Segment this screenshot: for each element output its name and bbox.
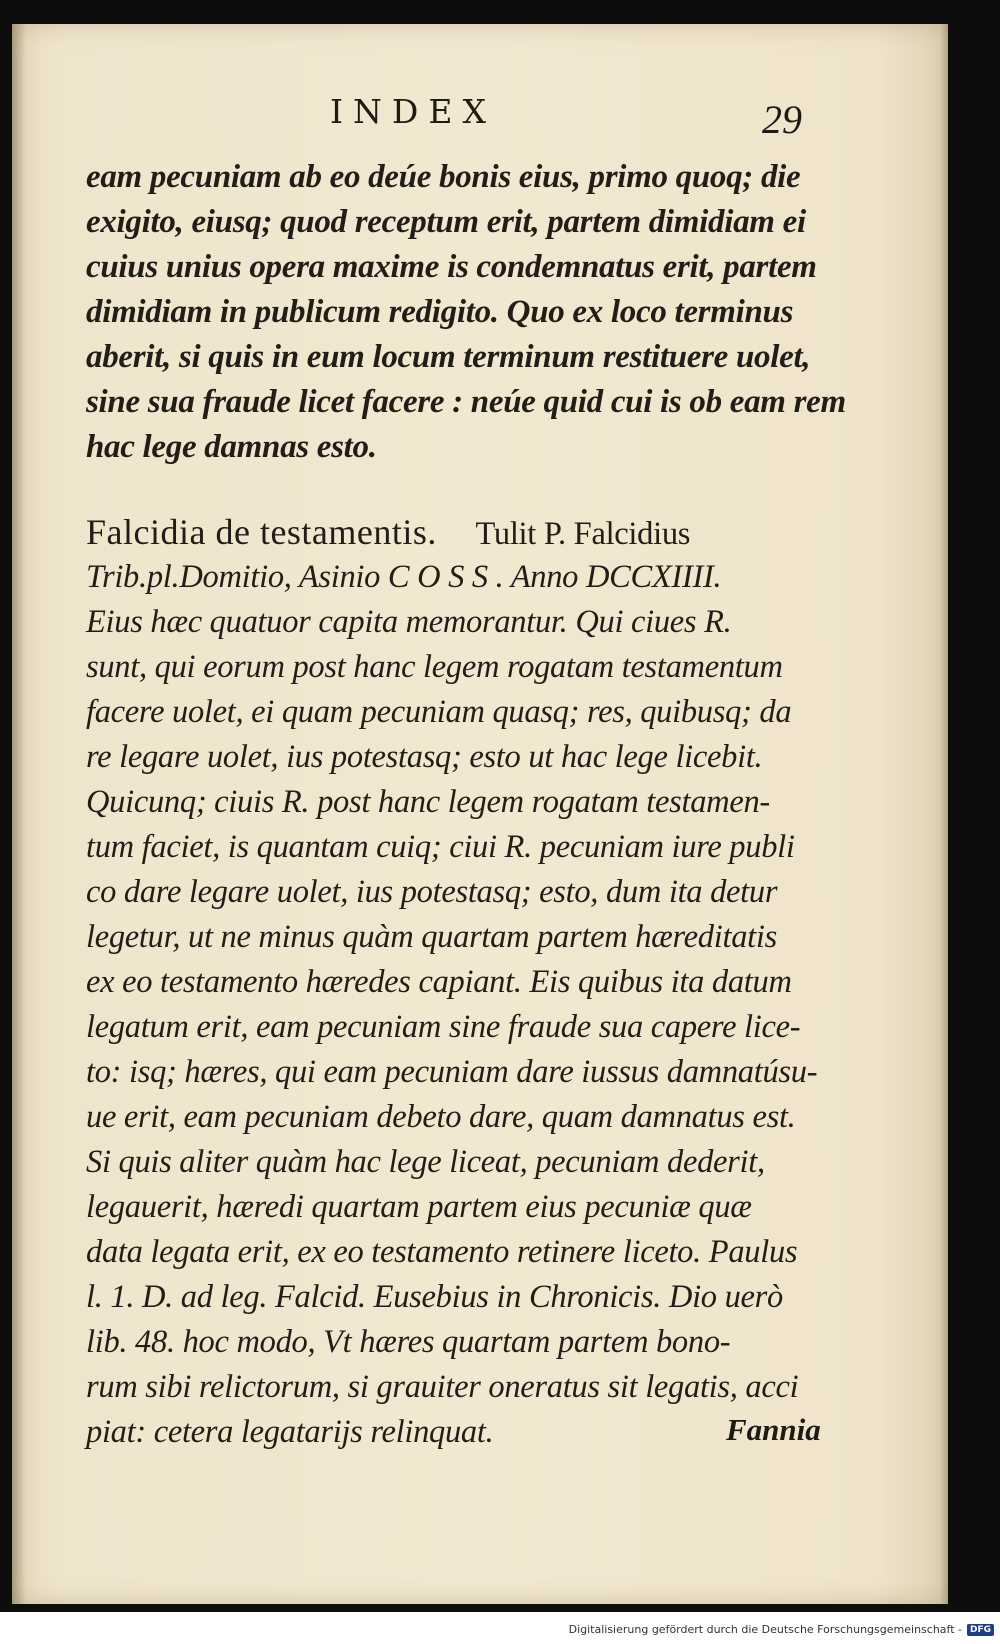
text-line: Trib.pl.Domitio, Asinio C O S S . Anno DCCXIIII.	[86, 559, 722, 595]
passage-continuation	[86, 155, 846, 470]
text-line: Eius hæc quatuor capita memorantur. Qui ciues R.	[86, 604, 732, 640]
text-line: ue erit, eam pecuniam debeto dare, quam damnatus est.	[86, 1099, 796, 1135]
text-line: l. 1. D. ad leg. Falcid. Eusebius in Chronicis. Dio uerò	[86, 1279, 783, 1315]
text-line: Si quis aliter quàm hac lege liceat, pecuniam dederit,	[86, 1144, 765, 1180]
text-line: ex eo testamento hæredes capiant. Eis quibus ita datum	[86, 964, 792, 1000]
text-line: re legare uolet, ius potestasq; esto ut hac lege licebit.	[86, 739, 763, 775]
credit-text: Digitalisierung gefördert durch die Deutsche Forschungsgemeinschaft -	[568, 1623, 962, 1636]
text-line: lib. 48. hoc modo, Vt hæres quartam partem bono-	[86, 1324, 731, 1360]
text-line: co dare legare uolet, ius potestasq; esto, dum ita detur	[86, 874, 778, 910]
text-line: legetur, ut ne minus quàm quartam partem hæreditatis	[86, 919, 777, 955]
text-line: facere uolet, ei quam pecuniam quasq; res, quibusq; da	[86, 694, 792, 730]
text-line: to: isq; hæres, qui eam pecuniam dare iussus damnatúsu-	[86, 1054, 818, 1090]
text-line: legauerit, hæredi quartam partem eius pecuniæ quæ	[86, 1189, 752, 1225]
digitization-credit	[569, 1623, 994, 1636]
text-line: Quicunq; ciuis R. post hanc legem rogatam testamen-	[86, 784, 770, 820]
entry-heading-tail: Tulit P. Falcidius	[475, 516, 691, 552]
text-line: legatum erit, eam pecuniam sine fraude sua capere lice-	[86, 1009, 801, 1045]
catchword: Fannia	[726, 1412, 821, 1447]
text-line: hac lege damnas esto.	[86, 429, 377, 465]
text-line: sunt, qui eorum post hanc legem rogatam testamentum	[86, 649, 783, 685]
text-line: data legata erit, ex eo testamento retinere liceto. Paulus	[86, 1234, 798, 1270]
entry-heading: Falcidia de testamentis.	[86, 512, 437, 552]
text-line: dimidiam in publicum redigito. Quo ex loco terminus	[86, 294, 794, 330]
text-line: sine sua fraude licet facere : neúe quid cui is ob eam rem	[86, 384, 846, 420]
text-line: exigito, eiusq; quod receptum erit, partem dimidiam ei	[86, 204, 806, 240]
text-line: eam pecuniam ab eo deúe bonis eius, primo quoq; die	[86, 159, 801, 195]
entry-heading-line	[86, 510, 806, 555]
page-edge-shadow	[940, 24, 948, 1604]
text-line: piat: cetera legatarijs relinquat.	[86, 1414, 494, 1450]
page-number: 29	[762, 97, 802, 142]
text-line: aberit, si quis in eum locum terminum restituere uolet,	[86, 339, 811, 375]
page-spine-shadow	[12, 24, 26, 1604]
text-line: rum sibi relictorum, si grauiter oneratus sit legatis, acci	[86, 1369, 799, 1405]
dfg-logo: DFG	[967, 1624, 994, 1636]
falcidia-entry	[86, 510, 818, 1455]
text-line: cuius unius opera maxime is condemnatus erit, partem	[86, 249, 817, 285]
running-head: INDEX	[330, 92, 496, 131]
text-line: tum faciet, is quantam cuiq; ciui R. pecuniam iure publi	[86, 829, 795, 865]
